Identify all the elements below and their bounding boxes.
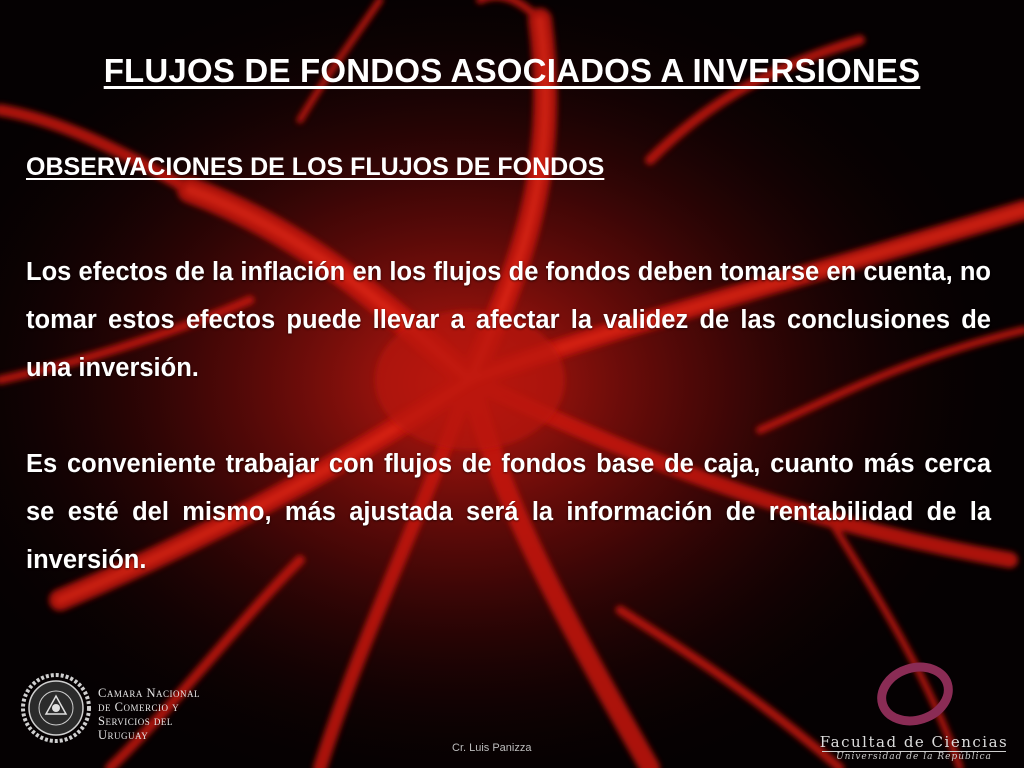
faculty-name: Facultad de Ciencias [819, 733, 1009, 751]
chamber-name-line: Servicios del [98, 714, 173, 728]
chamber-of-commerce-logo [20, 668, 230, 750]
paragraph-cash-basis: Es conveniente trabajar con flujos de fondos base de caja, cuanto más cerca se esté del mismo, más ajustada será la información de rentabilidad de la inversión. [26, 450, 991, 574]
chamber-seal-icon [20, 672, 92, 744]
section-subtitle: OBSERVACIONES DE LOS FLUJOS DE FONDOS [26, 153, 605, 181]
slide-title: FLUJOS DE FONDOS ASOCIADOS A INVERSIONES [103, 52, 921, 89]
university-name: Universidad de la República [836, 752, 992, 762]
chamber-name-line: Uruguay [98, 728, 149, 742]
chamber-name [98, 686, 200, 742]
paragraph-inflation: Los efectos de la inflación en los flujos de fondos deben tomarse en cuenta, no tomar estos efectos puede llevar a afectar la validez de las conclusiones de una inversión. [26, 258, 991, 382]
faculty-ring-icon [874, 660, 956, 728]
chamber-name-line: de Comercio y [98, 700, 180, 714]
author-name: Cr. Luis Panizza [452, 742, 532, 754]
faculty-logo [816, 660, 1012, 760]
chamber-name-line: Camara Nacional [98, 686, 200, 700]
